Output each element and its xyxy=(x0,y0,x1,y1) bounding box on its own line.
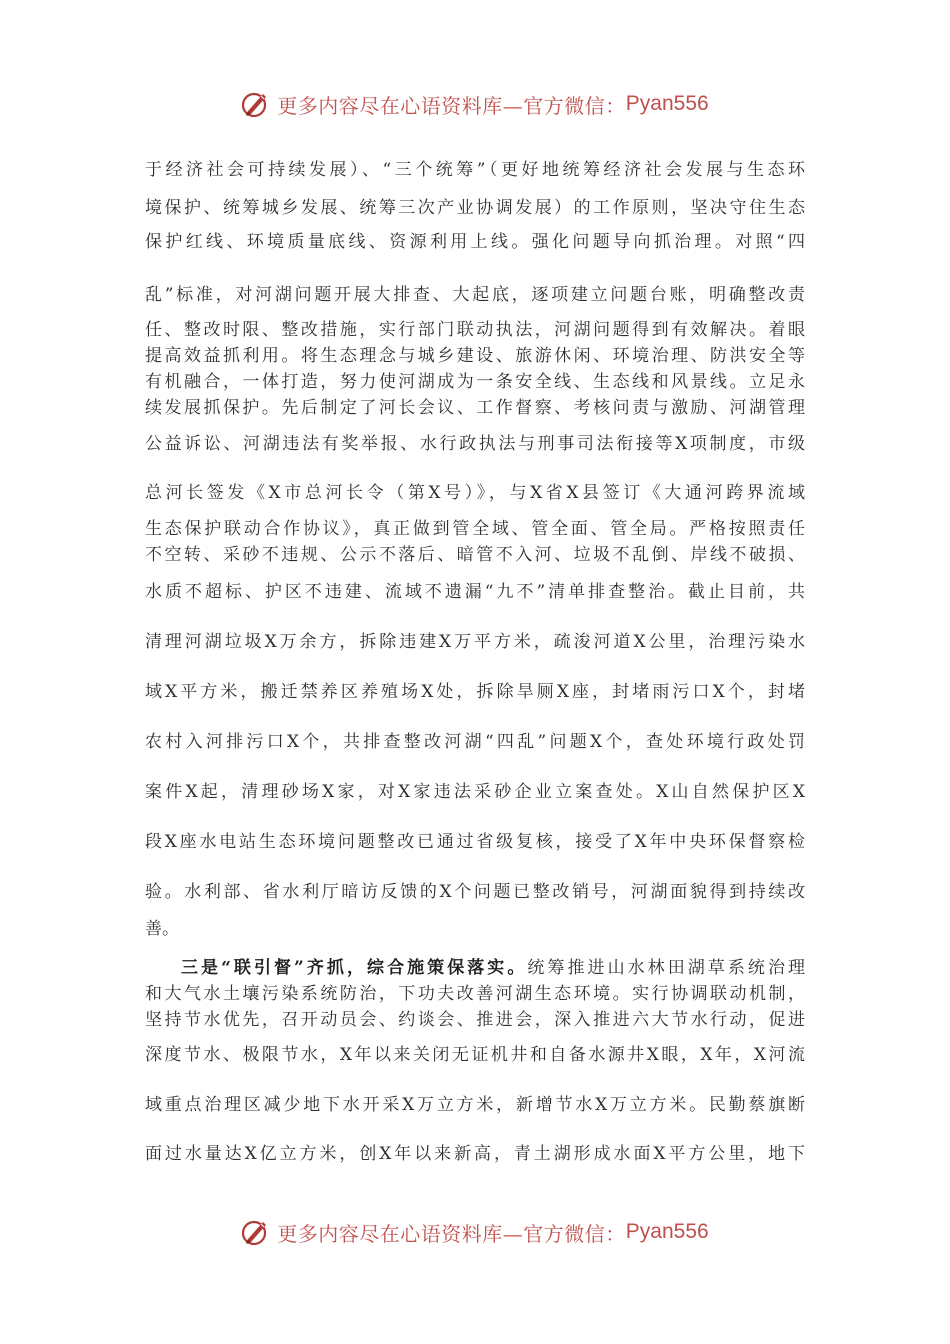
header-wechat-id: Pyan556 xyxy=(625,92,709,115)
text-line: 段X座水电站生态环境问题整改已通过省级复核，接受了X年中央环保督察检 xyxy=(145,832,805,852)
text-line: 善。 xyxy=(145,919,179,939)
text-line: 任、整改时限、整改措施，实行部门联动执法，河湖问题得到有效解决。着眼 xyxy=(145,320,805,340)
text-line: 坚持节水优先，召开动员会、约谈会、推进会，深入推进六大节水行动，促进 xyxy=(145,1010,805,1030)
paragraph-lead-rest: 统筹推进山水林田湖草系统治理 xyxy=(527,958,805,978)
text-line: 深度节水、极限节水，X年以来关闭无证机井和自备水源井X眼，X年，X河流 xyxy=(145,1045,805,1065)
text-line: 域重点治理区减少地下水开采X万立方米，新增节水X万立方米。民勤蔡旗断 xyxy=(145,1095,805,1115)
text-line: 提高效益抓利用。将生态理念与城乡建设、旅游休闲、环境治理、防洪安全等 xyxy=(145,346,805,366)
text-line: 有机融合，一体打造，努力使河湖成为一条安全线、生态线和风景线。立足永 xyxy=(145,372,805,392)
text-line: 农村入河排污口X个，共排查整改河湖“四乱”问题X个，查处环境行政处罚 xyxy=(145,732,805,752)
footer-banner xyxy=(0,1212,950,1252)
text-line: 水质不超标、护区不违建、流域不遗漏“九不”清单排查整治。截止目前，共 xyxy=(145,582,805,602)
text-line: 清理河湖垃圾X万余方，拆除违建X万平方米，疏浚河道X公里，治理污染水 xyxy=(145,632,805,652)
text-line: 案件X起，清理砂场X家，对X家违法采砂企业立案查处。X山自然保护区X xyxy=(145,782,805,802)
footer-wechat-id: Pyan556 xyxy=(625,1220,709,1243)
text-line: 域X平方米，搬迁禁养区养殖场X处，拆除旱厕X座，封堵雨污口X个，封堵 xyxy=(145,682,805,702)
text-line: 面过水量达X亿立方米，创X年以来新高，青土湖形成水面X平方公里，地下 xyxy=(145,1144,805,1164)
text-line: 于经济社会可持续发展）、“三个统筹”（更好地统筹经济社会发展与生态环 xyxy=(145,160,805,180)
text-line: 续发展抓保护。先后制定了河长会议、工作督察、考核问责与激励、河湖管理 xyxy=(145,398,805,418)
text-line: 公益诉讼、河湖违法有奖举报、水行政执法与刑事司法衔接等X项制度，市级 xyxy=(145,434,805,454)
text-line: 保护红线、环境质量底线、资源利用上线。强化问题导向抓治理。对照“四 xyxy=(145,232,805,252)
footer-banner-text: 更多内容尽在心语资料库—官方微信： xyxy=(277,1221,626,1246)
text-line: 总河长签发《X市总河长令（第X号）》，与X省X县签订《大通河跨界流域 xyxy=(145,483,805,503)
pen-logo-icon xyxy=(241,1217,271,1247)
text-line: 生态保护联动合作协议》，真正做到管全域、管全面、管全局。严格按照责任 xyxy=(145,519,805,539)
paragraph-bold-lead: 三是“联引督”齐抓，综合施策保落实。 xyxy=(181,958,528,978)
text-line: 乱”标准，对河湖问题开展大排查、大起底，逐项建立问题台账，明确整改责 xyxy=(145,285,805,305)
header-banner-text: 更多内容尽在心语资料库—官方微信： xyxy=(277,93,626,118)
text-line: 不空转、采砂不违规、公示不落后、暗管不入河、垃圾不乱倒、岸线不破损、 xyxy=(145,545,805,565)
text-line: 和大气水土壤污染系统防治，下功夫改善河湖生态环境。实行协调联动机制， xyxy=(145,984,805,1004)
text-line: 境保护、统筹城乡发展、统筹三次产业协调发展）的工作原则，坚决守住生态 xyxy=(145,198,805,218)
paragraph-lead-line xyxy=(181,956,805,980)
text-line: 验。水利部、省水利厅暗访反馈的X个问题已整改销号，河湖面貌得到持续改 xyxy=(145,882,805,902)
